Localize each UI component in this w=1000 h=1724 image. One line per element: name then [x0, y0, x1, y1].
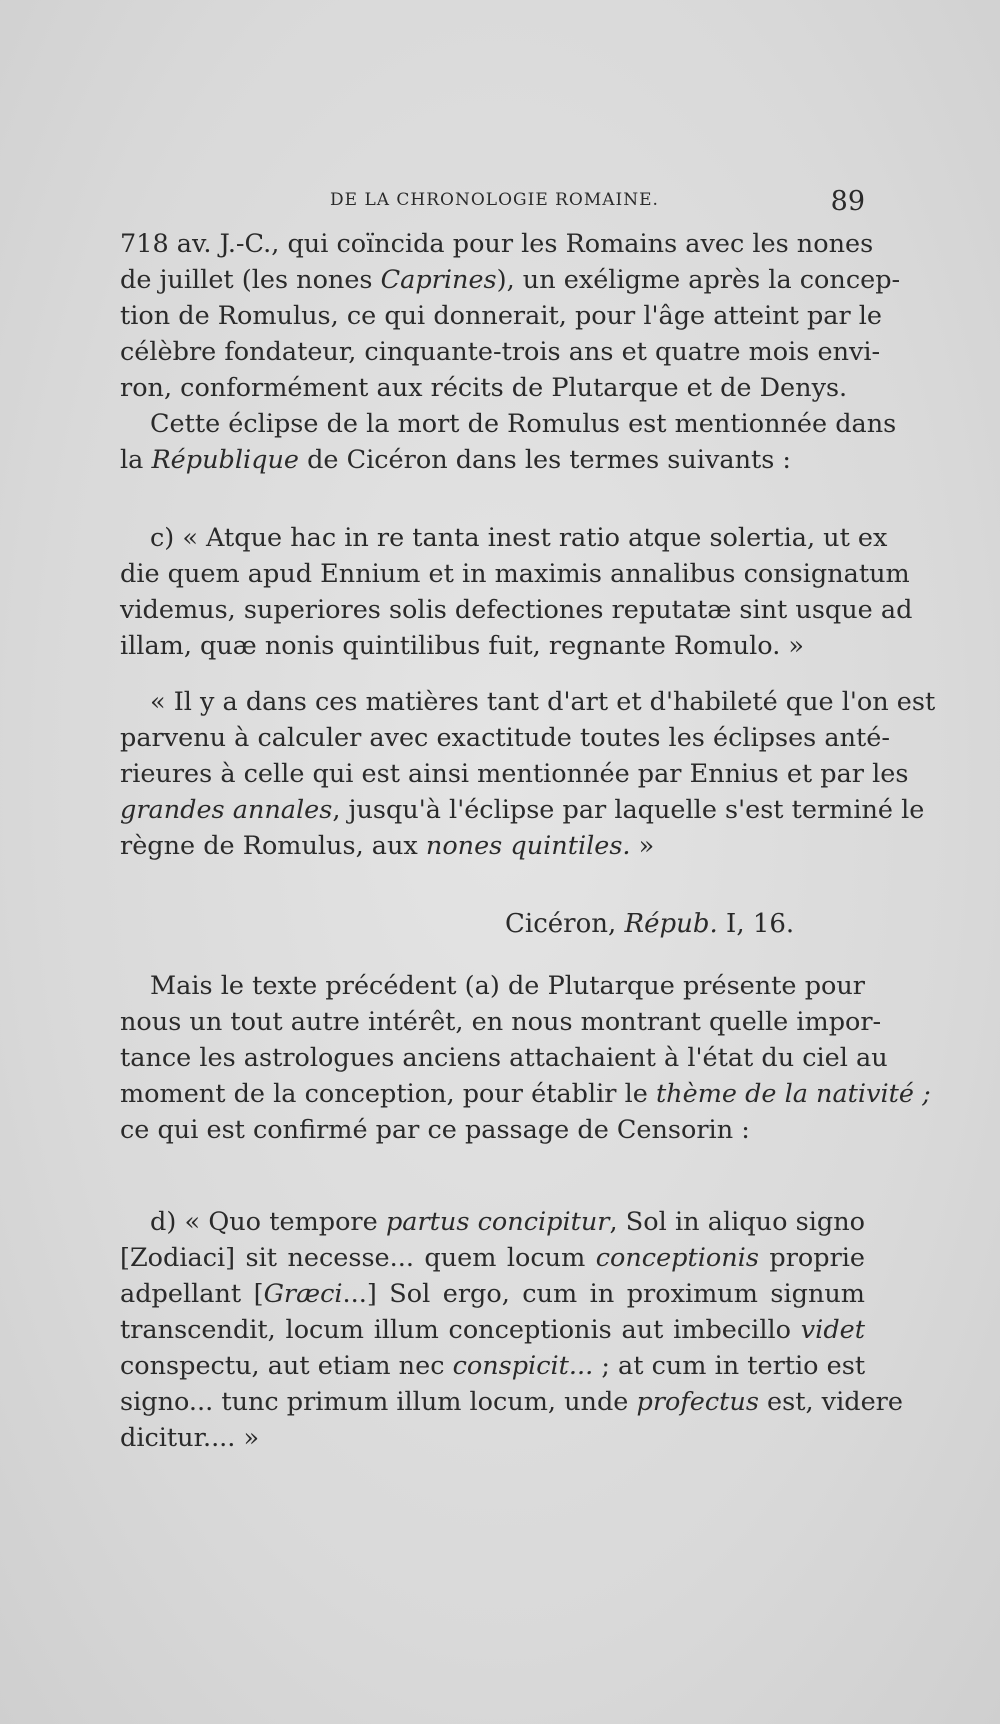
text-line: Cette éclipse de la mort de Romulus est mentionnée dans	[150, 409, 897, 439]
quote-line: c) « Atque hac in re tanta inest ratio atque solertia, ut ex	[150, 523, 888, 553]
running-title: DE LA CHRONOLOGIE ROMAINE.	[330, 190, 659, 210]
quote-line: d) « Quo tempore partus concipitur, Sol in aliquo signo	[150, 1207, 865, 1237]
translation-line: « Il y a dans ces matières tant d'art et d'habileté que l'on est	[150, 687, 936, 717]
quote-line: illam, quæ nonis quintilibus fuit, regnante Romulo. »	[120, 631, 805, 661]
translation-line: grandes annales, jusqu'à l'éclipse par laquelle s'est terminé le	[120, 795, 925, 825]
quote-line: signo... tunc primum illum locum, unde profectus est, videre	[120, 1387, 903, 1417]
quote-line: die quem apud Ennium et in maximis annalibus consignatum	[120, 559, 910, 589]
quote-line: conspectu, aut etiam nec conspicit... ; at cum in tertio est	[120, 1351, 866, 1381]
text-line: moment de la conception, pour établir le thème de la nativité ;	[120, 1079, 931, 1109]
text-line: de juillet (les nones Caprines), un exéligme après la concep-	[120, 265, 901, 295]
translation-line: parvenu à calculer avec exactitude toutes les éclipses anté-	[120, 723, 890, 753]
translation-line: règne de Romulus, aux nones quintiles. »	[120, 831, 655, 861]
text-line: tion de Romulus, ce qui donnerait, pour l'âge atteint par le	[120, 301, 883, 331]
quote-line: transcendit, locum illum conceptionis aut imbecillo videt	[120, 1315, 865, 1345]
text-line: la République de Cicéron dans les termes suivants :	[120, 445, 792, 475]
quote-line: [Zodiaci] sit necesse... quem locum conceptionis proprie	[120, 1243, 866, 1273]
text-line: célèbre fondateur, cinquante-trois ans et quatre mois envi-	[120, 337, 881, 367]
text-line: 718 av. J.-C., qui coïncida pour les Romains avec les nones	[120, 229, 874, 259]
quote-line: videmus, superiores solis defectiones reputatæ sint usque ad	[120, 595, 913, 625]
quote-line: adpellant [Græci...] Sol ergo, cum in proximum signum	[120, 1279, 865, 1309]
quote-line: dicitur.... »	[120, 1423, 260, 1453]
text-line: tance les astrologues anciens attachaient à l'état du ciel au	[120, 1043, 888, 1073]
text-line: nous un tout autre intérêt, en nous montrant quelle impor-	[120, 1007, 882, 1037]
citation: Cicéron, Répub. I, 16.	[505, 909, 795, 939]
page-number: 89	[830, 186, 865, 217]
text-line: Mais le texte précédent (a) de Plutarque présente pour	[150, 971, 865, 1001]
text-line: ce qui est confirmé par ce passage de Censorin :	[120, 1115, 750, 1145]
text-line: ron, conformément aux récits de Plutarque et de Denys.	[120, 373, 848, 403]
translation-line: rieures à celle qui est ainsi mentionnée par Ennius et par les	[120, 759, 909, 789]
page-header	[120, 186, 865, 216]
